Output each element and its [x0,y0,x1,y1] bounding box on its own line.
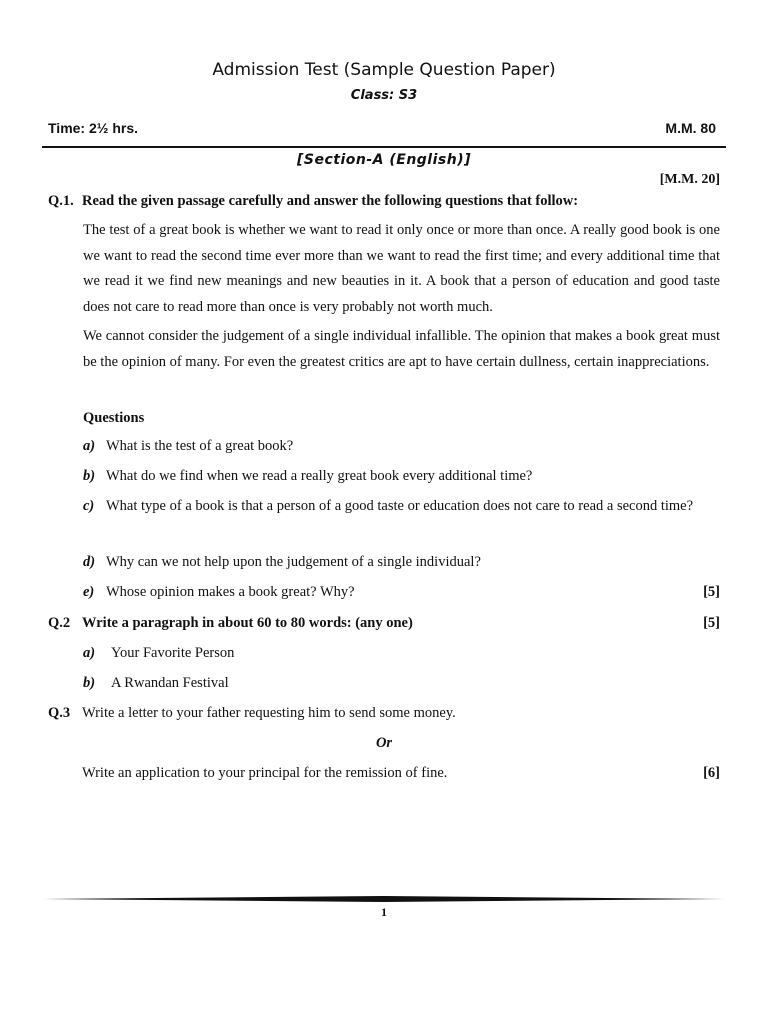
question-label: a) [83,438,96,454]
q2-number: Q.2 [48,615,71,631]
question-text: What do we find when we read a really great book every additional time? [106,468,533,484]
q1-heading-text: Read the given passage carefully and answer the following questions that follow: [82,193,579,209]
q2-heading-text: Write a paragraph in about 60 to 80 words: (any one) [82,615,413,631]
q3-alternative-text: Write an application to your principal for the remission of fine. [82,765,448,781]
q3-marks: [6] [703,765,720,781]
q1-number: Q.1. [48,193,74,209]
q3-alternative [82,765,720,782]
q2-marks: [5] [703,615,720,631]
footer-divider [44,896,724,902]
questions-label: Questions [83,410,145,426]
question-text: Why can we not help upon the judgement of a single individual? [106,554,481,570]
paper-title: Admission Test (Sample Question Paper) [212,60,556,80]
question-item [83,434,720,459]
q1-heading [48,193,720,210]
question-text: What is the test of a great book? [106,438,294,454]
section-title: [Section-A (English)] [296,152,471,168]
option-text: A Rwandan Festival [111,675,229,691]
option-item [83,671,720,696]
or-separator: Or [375,735,393,751]
section-marks: [M.M. 20] [659,172,720,187]
class-label: Class: S3 [350,88,418,103]
option-item [83,641,720,666]
question-text: What type of a book is that a person of a good taste or education does not care to read a second time? [106,498,694,514]
question-label: c) [83,498,95,514]
passage-paragraph-1: The test of a great book is whether we want to read it only once or more than once. A really good book is one we want to read the second time ever more than we want to read the first time; and every additional time that we read it we find new meanings and new beauties in it. A book that a person of education and good taste does not care to read more than once is very probably not worth much. [83,222,720,315]
max-marks-label: M.M. 80 [665,120,716,136]
q3-text: Write a letter to your father requesting him to send some money. [82,705,456,721]
time-label: Time: 2½ hrs. [48,120,139,136]
q3-line [48,705,720,722]
question-text: Whose opinion makes a book great? Why? [106,584,355,600]
question-marks: [5] [703,584,720,600]
header-divider [42,146,726,148]
q3-number: Q.3 [48,705,71,721]
page-number: 1 [381,905,387,919]
question-item [83,580,720,605]
question-item [83,494,720,519]
passage-paragraph-2: We cannot consider the judgement of a single individual infallible. The opinion that makes a book great must be the opinion of many. For even the greatest critics are apt to have certain dullness, certain inappreciations. [83,328,720,370]
option-label: a) [83,645,96,661]
question-item [83,550,720,575]
option-text: Your Favorite Person [111,645,235,661]
q2-heading [48,615,720,632]
question-label: b) [83,468,96,484]
question-label: e) [83,584,95,600]
question-label: d) [83,554,96,570]
option-label: b) [83,675,96,691]
question-item [83,464,720,489]
